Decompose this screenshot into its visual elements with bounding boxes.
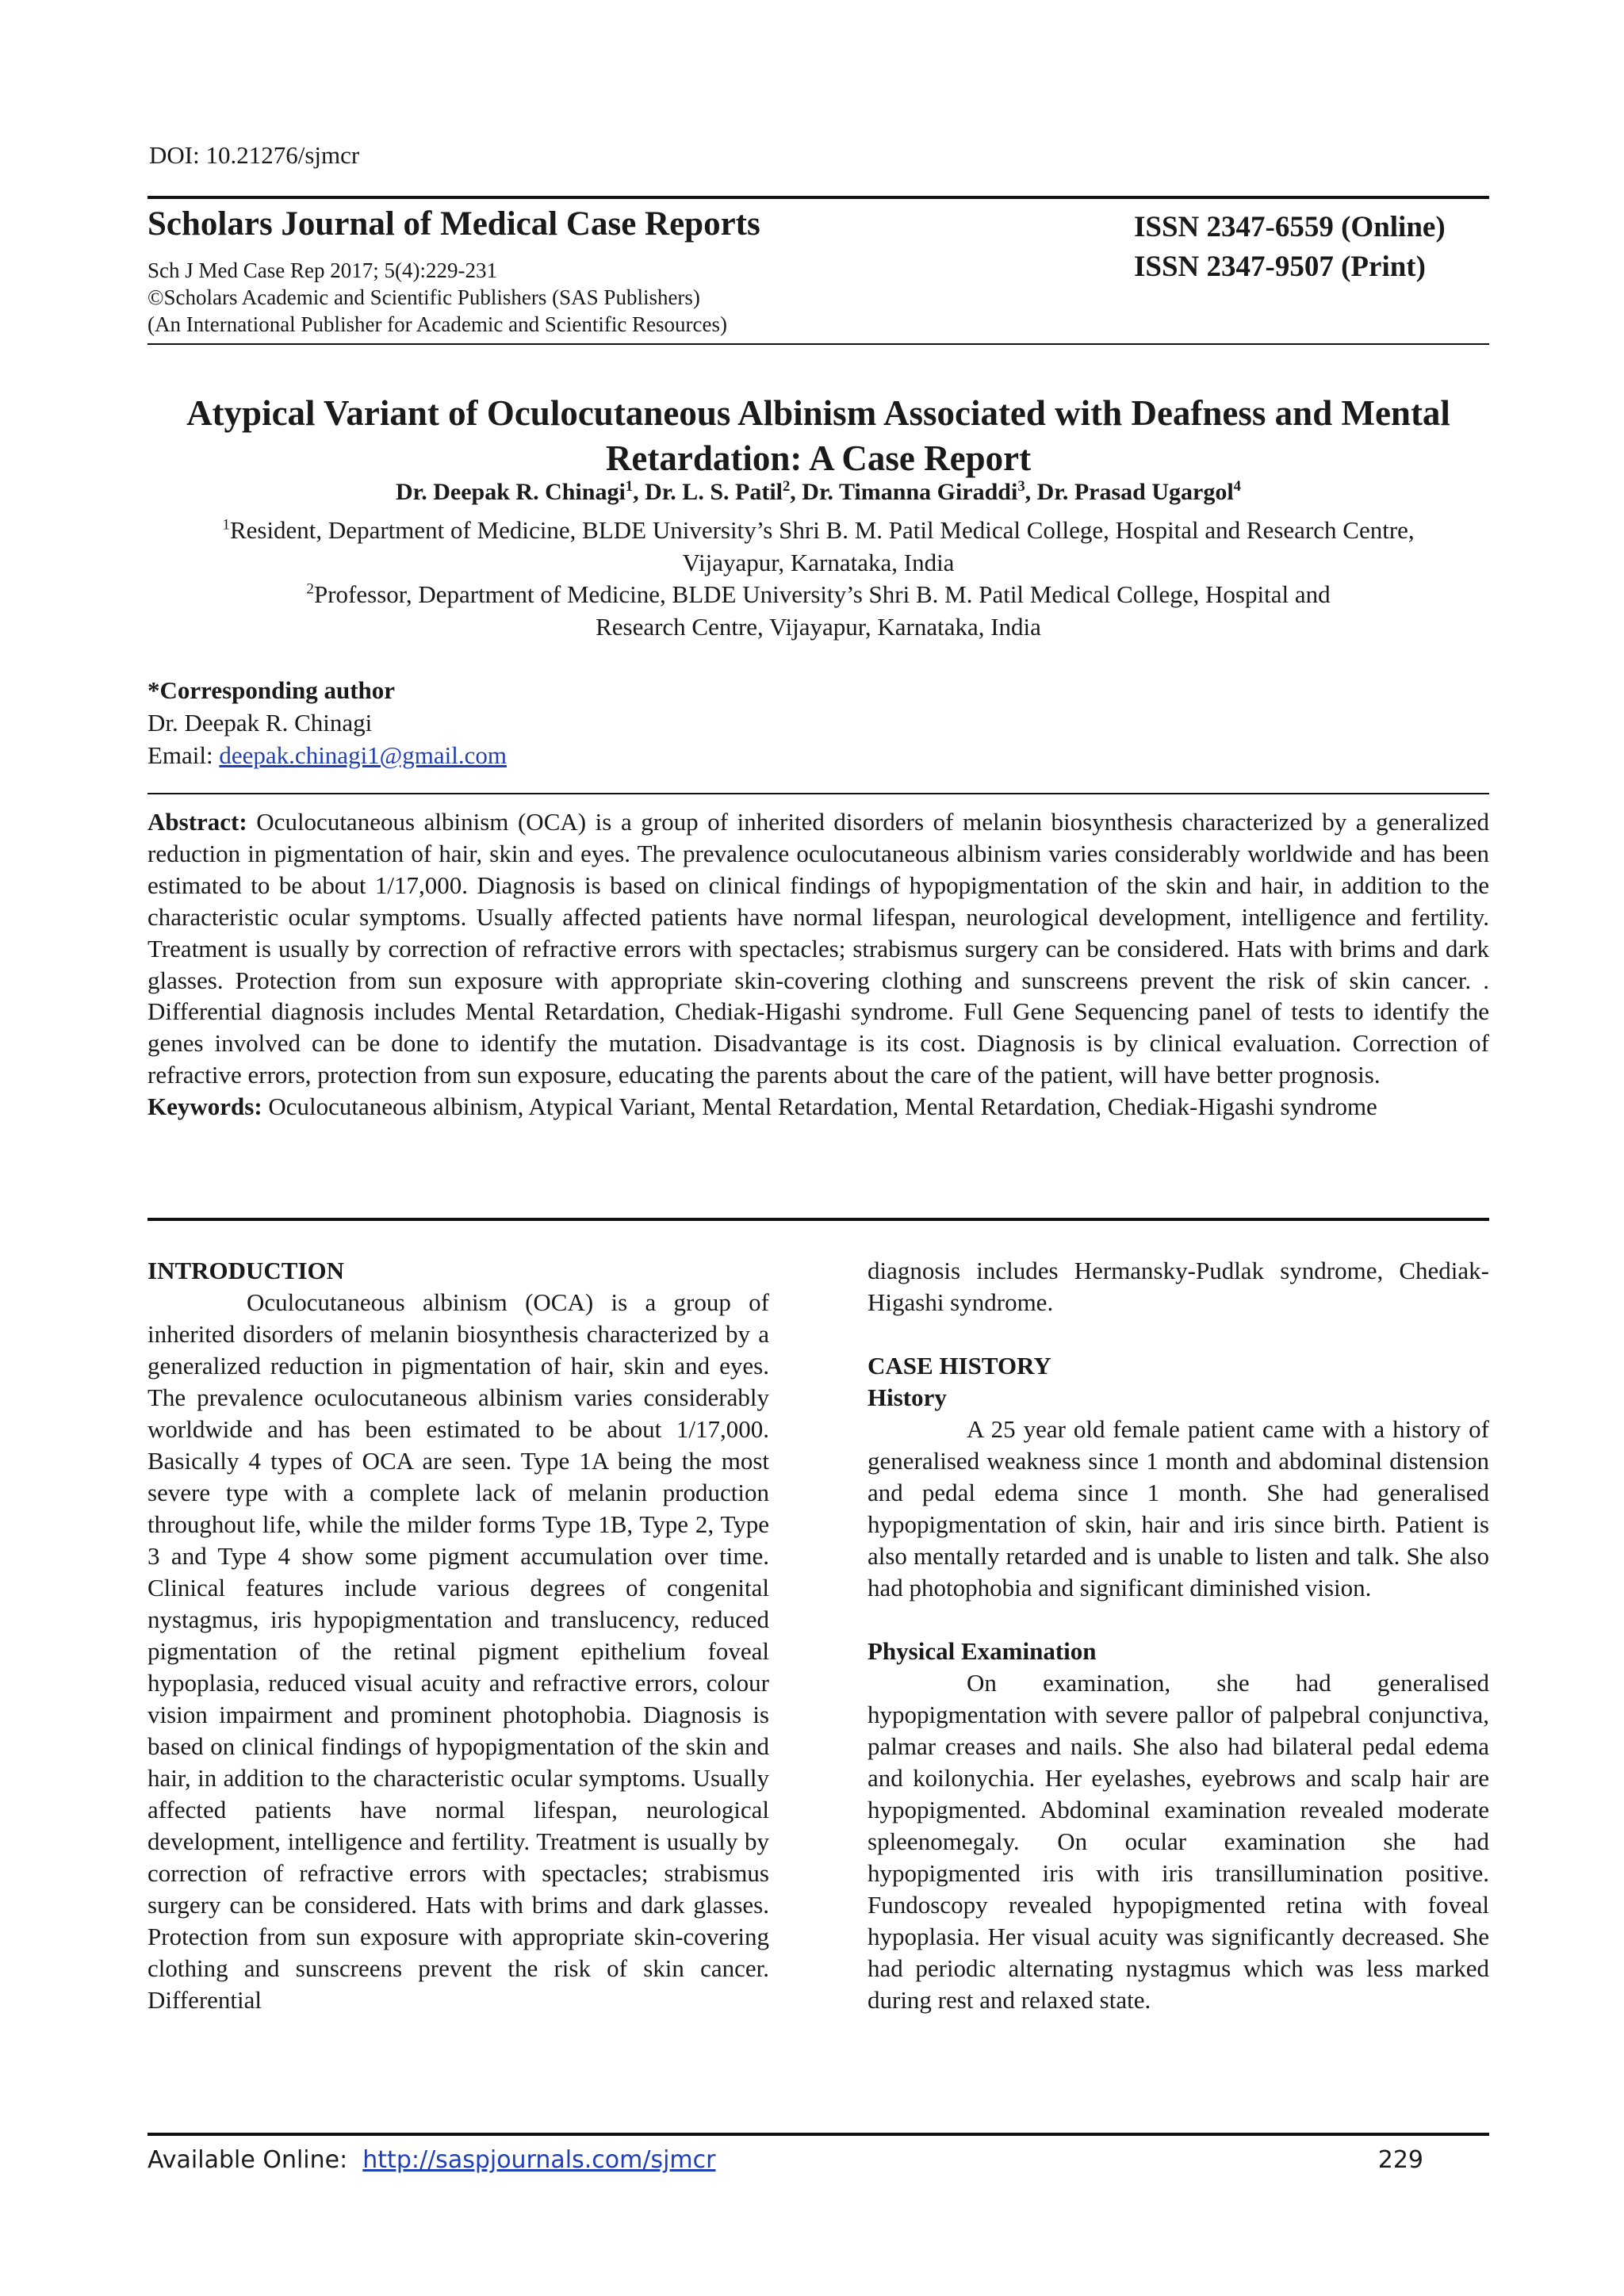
author-name: Dr. Prasad Ugargol: [1036, 479, 1234, 505]
author-name: Dr. Timanna Giraddi: [802, 479, 1018, 505]
keywords-text: Oculocutaneous albinism, Atypical Variant, Mental Retardation, Mental Retardation, Chediak-Higashi syndrome: [268, 1093, 1377, 1121]
corresponding-name: Dr. Deepak R. Chinagi: [147, 709, 373, 737]
affiliation-sup: 1: [222, 516, 230, 534]
corresponding-email-line: [147, 739, 507, 771]
introduction-heading: INTRODUCTION: [147, 1257, 345, 1284]
affiliation-text: Resident, Department of Medicine, BLDE University’s Shri B. M. Patil Medical College, Hospital and Research Centre, Vijayapur, Karnataka, India: [229, 516, 1415, 576]
publisher-description: (An International Publisher for Academic and Scientific Resources): [147, 312, 728, 336]
journal-citation: Sch J Med Case Rep 2017; 5(4):229-231: [147, 258, 497, 282]
footer-rule: [147, 2133, 1489, 2136]
issn-online: ISSN 2347-6559 (Online): [1134, 211, 1446, 243]
right-column: [868, 1255, 1489, 2016]
publisher: ©Scholars Academic and Scientific Publishers (SAS Publishers): [147, 285, 700, 309]
abstract-text: Oculocutaneous albinism (OCA) is a group of inherited disorders of melanin biosynthesis characterized by a generalized reduction in pigmentation of hair, skin and eyes. The prevalence oculocutaneous albinism varies considerably worldwide and has been estimated to be about 1/17,000. Diagnosis is based on clinical findings of hypopigmentation of the skin and hair, in addition to the characteristic ocular symptoms. Usually affected patients have normal lifespan, neurological development, intelligence and fertility. Treatment is usually by correction of refractive errors with spectacles; strabismus surgery can be considered. Hats with brims and dark glasses. Protection from sun exposure with appropriate skin-covering clothing and sunscreens prevent the risk of skin cancer. . Differential diagnosis includes Mental Retardation, Chediak-Higashi syndrome. Full Gene Sequencing panel of tests to identify the genes involved can be done to identify the mutation. Disadvantage is its cost. Diagnosis is by clinical evaluation. Correction of refractive errors, protection from sun exposure, educating the parents about the care of the patient, will have better prognosis.: [147, 808, 1490, 1089]
keywords-label: Keywords:: [147, 1093, 262, 1121]
affiliation-1: [147, 514, 1489, 579]
introduction-text: Oculocutaneous albinism (OCA) is a group of inherited disorders of melanin biosynthesis characterized by a generalized reduction in pigmentation of hair, skin and eyes. The prevalence oculocutaneous albinism varies considerably worldwide and has been estimated to be about 1/17,000. Basically 4 types of OCA are seen. Type 1A being the most severe type with a complete lack of melanin production throughout life, while the milder forms Type 1B, Type 2, Type 3 and Type 4 show some pigment accumulation over time. Clinical features include various degrees of congenital nystagmus, iris hypopigmentation and translucency, reduced pigmentation of the retinal pigment epithelium foveal hypoplasia, reduced visual acuity and refractive errors, colour vision impairment and prominent photophobia. Diagnosis is based on clinical findings of hypopigmentation of the skin and hair, in addition to the characteristic ocular symptoms. Usually affected patients have normal lifespan, neurological development, intelligence and fertility. Treatment is usually by correction of refractive errors with spectacles; strabismus surgery can be considered. Hats with brims and dark glasses. Protection from sun exposure with appropriate skin-covering clothing and sunscreens prevent the risk of skin cancer. Differential: [147, 1288, 769, 2014]
page-number: 229: [1377, 2146, 1423, 2174]
issn-print: ISSN 2347-9507 (Print): [1134, 251, 1426, 283]
email-label: Email:: [147, 741, 213, 769]
corresponding-heading: *Corresponding author: [147, 676, 396, 704]
article-title: Atypical Variant of Oculocutaneous Albinism Associated with Deafness and Mental Retardation: A Case Report: [186, 393, 1450, 478]
left-column: [147, 1255, 769, 2016]
affiliation-text: Professor, Department of Medicine, BLDE University’s Shri B. M. Patil Medical College, Hospital and Research Centre, Vijayapur, Karnataka, India: [313, 580, 1331, 641]
author-name: Dr. L. S. Patil: [645, 479, 783, 505]
history-text: A 25 year old female patient came with a history of generalised weakness since 1 month and abdominal distension and pedal edema since 1 month. She had generalised hypopigmentation of skin, hair and iris since birth. Patient is also mentally retarded and is unable to listen and talk. She also had photophobia and significant diminished vision.: [868, 1415, 1489, 1601]
doi: DOI: 10.21276/sjmcr: [149, 141, 360, 169]
author-sup: 3: [1017, 478, 1025, 495]
physical-examination-text: On examination, she had generalised hypopigmentation with severe pallor of palpebral conjunctiva, palmar creases and nails. She also had bilateral pedal edema and koilonychia. Her eyelashes, eyebrows and scalp hair are hypopigmented. Abdominal examination revealed moderate spleenomegaly. On ocular examination she had hypopigmented iris with iris transillumination positive. Fundoscopy revealed hypopigmented retina with foveal hypoplasia. Her visual acuity was significantly decreased. She had periodic alternating nystagmus which was less marked during rest and relaxed state.: [868, 1669, 1489, 2014]
author-sup: 4: [1233, 478, 1241, 495]
history-heading: History: [868, 1383, 947, 1411]
header-top-rule: [147, 196, 1489, 199]
abstract: [147, 806, 1489, 1123]
journal-title: Scholars Journal of Medical Case Reports: [147, 205, 760, 243]
case-history-heading: CASE HISTORY: [868, 1352, 1051, 1380]
footer-label: Available Online:: [147, 2146, 348, 2174]
author-list: Dr. Deepak R. Chinagi$^1$, Dr. L. S. Patil$^2$, Dr. Timanna Giraddi$^3$, Dr. Prasad Ugargol$^4$: [396, 478, 1241, 505]
abstract-label: Abstract:: [147, 808, 247, 836]
email-link[interactable]: deepak.chinagi1@gmail.com: [219, 741, 507, 769]
introduction-continuation: diagnosis includes Hermansky-Pudlak syndrome, Chediak-Higashi syndrome.: [868, 1257, 1489, 1316]
corresponding-author: [147, 674, 507, 771]
author-sup: 1: [625, 478, 634, 495]
header-bottom-rule: [147, 343, 1489, 345]
footer-url-link[interactable]: http://saspjournals.com/sjmcr: [362, 2146, 716, 2174]
author-name: Dr. Deepak R. Chinagi: [396, 479, 626, 505]
author-sup: 2: [782, 478, 791, 495]
physical-examination-heading: Physical Examination: [868, 1637, 1097, 1665]
affiliation-sup: 2: [306, 580, 314, 598]
abstract-bottom-rule: [147, 1218, 1489, 1221]
affiliation-2: [147, 578, 1489, 643]
footer: [147, 2146, 1489, 2174]
abstract-top-rule: [147, 793, 1489, 794]
